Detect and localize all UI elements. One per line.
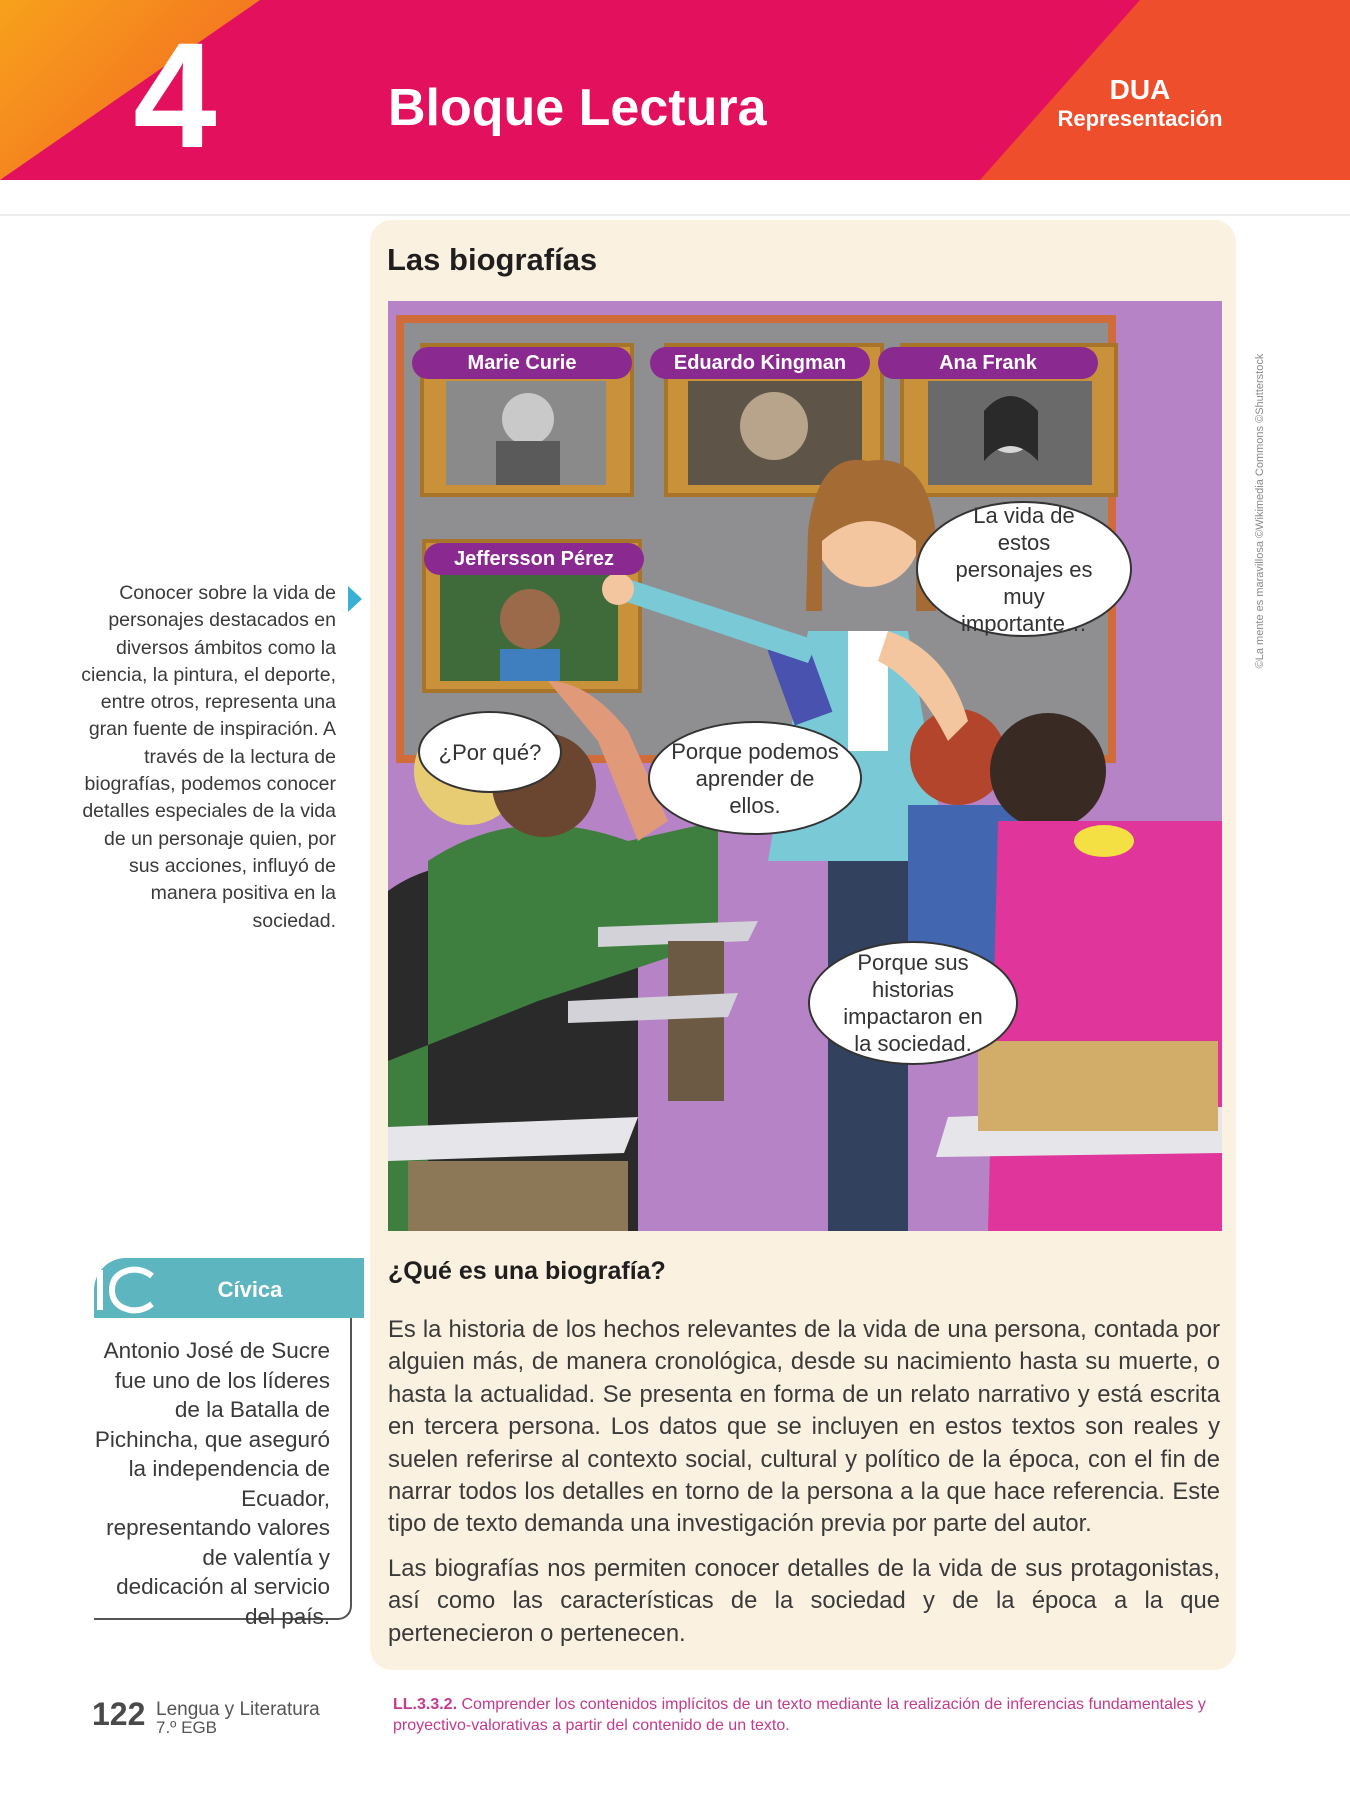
section-title: Las biografías <box>387 242 598 277</box>
name-label-ana-frank: Ana Frank <box>878 347 1098 379</box>
student-speech-bubble-impact <box>808 941 1018 1065</box>
civica-text: Antonio José de Sucre fue uno de los líderes de la Batalla de Pichincha, que aseguró la independencia de Ecuador, representando valores de valentía y dedicación al servicio del país. <box>94 1338 330 1629</box>
grade-level: 7.º EGB <box>156 1718 218 1737</box>
student-speech-bubble-why <box>418 711 562 793</box>
name-label-eduardo-kingman: Eduardo Kingman <box>650 347 870 379</box>
student-speech-text-impact: Porque sus historias impactaron en la sociedad. <box>843 950 983 1056</box>
arrow-right-icon <box>348 586 362 612</box>
question-heading: ¿Qué es una biografía? <box>388 1257 666 1285</box>
civica-ic-icon <box>92 1262 162 1318</box>
student-speech-text-why: ¿Por qué? <box>438 739 542 765</box>
skill-text: Comprender los contenidos implícitos de un texto mediante la realización de inferencias fundamentales y proyectivo-valorativas a partir del contenido de un texto. <box>393 1696 1206 1734</box>
dua-title: DUA <box>1109 74 1171 105</box>
block-title: Bloque Lectura <box>388 79 767 137</box>
teacher-speech-bubble <box>916 501 1132 637</box>
dua-subtitle: Representación <box>1057 106 1223 131</box>
student-speech-bubble-learn <box>648 721 862 835</box>
subject-name: Lengua y Literatura <box>156 1699 320 1720</box>
skill-code: LL.3.3.2. <box>393 1696 458 1713</box>
skill-description <box>393 1694 1223 1736</box>
header-divider <box>0 214 1350 216</box>
civica-title: Cívica <box>217 1277 283 1302</box>
image-credits <box>1240 330 1270 710</box>
image-credits-text: ©La mente es maravillosa ©Wikimedia Commons ©Shutterstock <box>1254 353 1266 669</box>
unit-number: 4 <box>133 11 217 179</box>
student-speech-text-learn: Porque podemos aprender de ellos. <box>671 738 839 818</box>
page-number: 122 <box>92 1696 146 1732</box>
side-note: Conocer sobre la vida de personajes destacados en diversos ámbitos como la ciencia, la pintura, el deporte, entre otros, representa una gran fuente de inspiración. A través de la lectura de biografías, podemos conocer detalles especiales de la vida de un personaje quien, por sus acciones, influyó de manera positiva en la sociedad. <box>81 582 336 932</box>
body-paragraph-2: Las biografías nos permiten conocer detalles de la vida de sus protagonistas, así como las características de la sociedad y de la época a la que pertenecieron o pertenecen. <box>388 1555 1220 1647</box>
teacher-speech-text: La vida de estos personajes es muy importante… <box>955 502 1093 636</box>
name-label-jeffersson-perez: Jeffersson Pérez <box>424 543 644 575</box>
name-label-marie-curie: Marie Curie <box>412 347 632 379</box>
body-paragraph-1: Es la historia de los hechos relevantes de la vida de una persona, contada por alguien más, de manera cronológica, desde su nacimiento hasta su muerte, o hasta la actualidad. Se presenta en forma de un relato narrativo y está escrita en tercera persona. Los datos que se incluyen en estos textos son reales y suelen referirse al contexto social, cultural y político de la época, con el fin de narrar todos los detalles en torno de la persona a la que hace referencia. Este tipo de texto demanda una investigación previa por parte del autor. <box>388 1316 1220 1538</box>
classroom-illustration <box>388 301 1222 1231</box>
